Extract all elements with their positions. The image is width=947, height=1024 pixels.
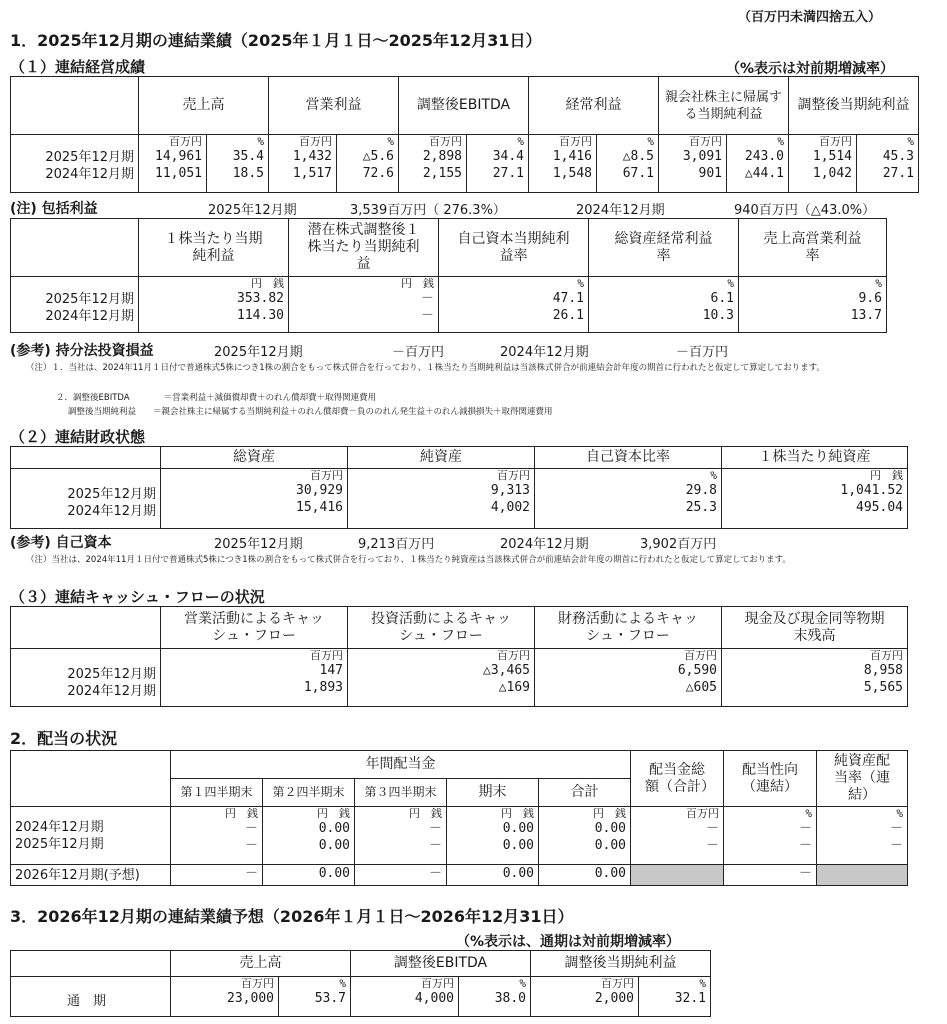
value: －	[890, 821, 904, 836]
equity-ref-2024-value: 3,902百万円	[640, 537, 717, 552]
header-net-assets: 純資産	[348, 447, 535, 469]
value: 1,042	[812, 166, 853, 181]
row-label-full-year: 通 期	[11, 977, 171, 1017]
unit-label: %	[339, 977, 346, 990]
cell-eps	[139, 277, 289, 333]
value: －	[428, 821, 442, 836]
value: 114.30	[237, 308, 284, 323]
header-bps: １株当たり純資産	[722, 447, 908, 469]
corner-cell	[11, 219, 139, 277]
sub2-title: （２）連結財政状態	[10, 428, 146, 446]
header-dividend-total: 配当金総額（合計）	[631, 751, 724, 807]
header-ordinary-income: 経常利益	[529, 77, 659, 135]
cell-forecast-sales-pct	[279, 977, 351, 1017]
header-net-income-parent: 親会社株主に帰属する当期純利益	[659, 77, 789, 135]
value: 14,961	[155, 149, 202, 164]
row-labels	[11, 277, 139, 333]
value: 1,548	[552, 166, 592, 181]
value: 27.1	[492, 166, 524, 181]
cell-payout	[724, 807, 817, 865]
cell-total	[539, 807, 631, 865]
unit-label: 百万円	[429, 135, 462, 148]
ci-label: (注) 包括利益	[10, 201, 98, 217]
value: 35.4	[232, 149, 264, 164]
equity-ref-2025-label: 2025年12月期	[214, 537, 303, 552]
unit-label: 百万円	[169, 135, 202, 148]
value: 147	[319, 663, 343, 678]
value: 0.00	[502, 838, 534, 853]
header-equity-ratio: 自己資本比率	[535, 447, 722, 469]
corner-cell	[11, 77, 139, 135]
cell-q1	[171, 807, 263, 865]
header-operating-cf: 営業活動によるキャッシュ・フロー	[161, 607, 348, 649]
value: 1,416	[552, 149, 592, 164]
value: －	[890, 838, 904, 853]
value: 11,051	[155, 166, 202, 181]
row-label: 2025年12月期	[67, 487, 156, 502]
equity-ref-2025-value: 9,213百万円	[358, 537, 435, 552]
value: 10.3	[702, 308, 734, 323]
header-op-margin: 売上高営業利益率	[739, 219, 887, 277]
value: 0.00	[318, 821, 350, 836]
value: 30,929	[296, 483, 343, 498]
corner-cell	[11, 751, 171, 807]
section-1-title: 1．2025年12月期の連結業績（2025年１月１日～2025年12月31日）	[10, 31, 542, 50]
value: 72.6	[362, 166, 394, 181]
value: 38.0	[494, 991, 526, 1006]
value: 243.0	[744, 149, 785, 164]
corner-cell	[11, 951, 171, 977]
equity-method-label: (参考) 持分法投資損益	[10, 343, 154, 359]
cell-year-end-forecast: 0.00	[447, 865, 539, 886]
cell-forecast-net-amt	[531, 977, 639, 1017]
value: △8.5	[622, 149, 654, 164]
value: 1,893	[303, 680, 343, 695]
unit-label: 百万円	[601, 977, 634, 990]
cell-net-parent-pct	[727, 135, 789, 193]
header-year-end: 期末	[447, 779, 539, 807]
forecast-table	[10, 950, 711, 1017]
header-roe: 自己資本当期純利益率	[439, 219, 589, 277]
unit-label: %	[805, 807, 813, 820]
cell-forecast-sales-amt	[171, 977, 279, 1017]
unit-label: 百万円	[241, 977, 274, 990]
cash-flow-table	[10, 606, 908, 707]
unit-label: %	[519, 977, 526, 990]
header-q3: 第３四半期末	[355, 779, 447, 807]
header-forecast-ebitda: 調整後EBITDA	[351, 951, 531, 977]
value: △605	[685, 680, 717, 695]
sub1-title: （１）連結経営成績	[10, 58, 146, 76]
value: 1,514	[812, 149, 853, 164]
header-forecast-sales: 売上高	[171, 951, 351, 977]
section-2-title: 2．配当の状況	[10, 729, 118, 748]
cell-payout-forecast: －	[724, 865, 817, 886]
per-share-table	[10, 218, 887, 333]
value: －	[420, 291, 434, 306]
header-operating-income: 営業利益	[269, 77, 399, 135]
header-total: 合計	[539, 779, 631, 807]
footnote-bps: （注）当社は、2024年11月１日付で普通株式5株につき1株の割合をもって株式併合を行っており、１株当たり純資産は当該株式併合が前連結会計年度の期首に行われたと仮定して算定しております。	[26, 555, 791, 565]
unit-label: 円 銭	[501, 807, 534, 820]
row-label: 2024年12月期	[67, 504, 156, 519]
footnote-1: （注）１．当社は、2024年11月１日付で普通株式5株につき1株の割合をもって株式併合を行っており、１株当たり当期純利益は当該株式併合が前連結会計年度の期首に行われたと仮定して算定しております。	[26, 363, 825, 373]
footnote-2b: 調整後当期純利益 ＝親会社株主に帰属する当期純利益＋のれん償却費－負ののれん発生益＋のれん減損損失＋取得関連費用	[68, 407, 553, 417]
corner-cell	[11, 607, 161, 649]
value: 2,898	[422, 149, 462, 164]
unit-label: 百万円	[497, 649, 530, 662]
unit-label: %	[257, 135, 264, 148]
value: －	[420, 308, 434, 323]
cell-bps	[722, 469, 908, 529]
cell-diluted-eps	[289, 277, 439, 333]
unit-label: %	[387, 135, 394, 148]
unit-label: %	[710, 469, 717, 482]
unit-label: 円 銭	[225, 807, 258, 820]
value: 2,000	[594, 991, 634, 1006]
unit-label: %	[907, 135, 915, 148]
header-diluted-eps: 潜在株式調整後１株当たり当期純利益	[289, 219, 439, 277]
cell-roa	[589, 277, 739, 333]
cell-q2	[263, 807, 355, 865]
header-roa: 総資産経常利益率	[589, 219, 739, 277]
value: 47.1	[552, 291, 584, 306]
value: 27.1	[882, 166, 915, 181]
header-total-assets: 総資産	[161, 447, 348, 469]
cell-forecast-net-pct	[639, 977, 711, 1017]
value: 0.00	[318, 838, 350, 853]
value: 32.1	[674, 991, 706, 1006]
cell-forecast-ebitda-amt	[351, 977, 459, 1017]
cell-op-pct	[337, 135, 399, 193]
pct-note: （%表示は対前期増減率）	[726, 61, 895, 77]
value: －	[244, 821, 258, 836]
header-sales: 売上高	[139, 77, 269, 135]
value: 1,041.52	[840, 483, 903, 498]
forecast-pct-note: （%表示は、通期は対前期増減率）	[456, 934, 681, 950]
value: △3,465	[483, 663, 530, 678]
unit-label: 百万円	[686, 807, 720, 820]
unit-label: 百万円	[310, 649, 343, 662]
value: －	[706, 838, 720, 853]
cell-doe	[817, 807, 908, 865]
cell-equity-ratio	[535, 469, 722, 529]
value: 0.00	[594, 821, 627, 836]
value: 26.1	[552, 308, 584, 323]
equity-ref-label: (参考) 自己資本	[10, 535, 112, 551]
row-labels	[11, 649, 161, 707]
header-payout-ratio: 配当性向（連結）	[724, 751, 817, 807]
header-adjusted-ebitda: 調整後EBITDA	[399, 77, 529, 135]
unit-label: 円 銭	[317, 807, 350, 820]
row-label: 2024年12月期	[67, 684, 156, 699]
equity-method-2025-value: －百万円	[392, 345, 445, 360]
unit-label: %	[777, 135, 785, 148]
cell-adj-net-pct	[857, 135, 919, 193]
value: 29.8	[685, 483, 717, 498]
unit-label: %	[577, 277, 584, 290]
header-doe: 純資産配当率（連結）	[817, 751, 908, 807]
unit-label: 百万円	[421, 977, 454, 990]
unit-label: 百万円	[559, 135, 592, 148]
value: 15,416	[296, 500, 343, 515]
equity-method-2024-label: 2024年12月期	[500, 345, 589, 360]
cell-adj-net-amt	[789, 135, 857, 193]
value: －	[428, 838, 442, 853]
unit-label: 円 銭	[401, 277, 434, 290]
value: 13.7	[850, 308, 882, 323]
unit-label: 百万円	[684, 649, 717, 662]
cell-q1-forecast: －	[171, 865, 263, 886]
dividends-table	[10, 750, 908, 886]
ci-2025-label: 2025年12月期	[208, 203, 297, 218]
footnote-2a: ２．調整後EBITDA ＝営業利益＋減価償却費＋のれん償却費＋取得関連費用	[56, 393, 377, 403]
unit-label: %	[896, 807, 904, 820]
row-label: 2025年12月期	[45, 292, 134, 307]
row-label: 2025年12月期	[67, 667, 156, 682]
value: △5.6	[362, 149, 394, 164]
cell-sales-pct	[207, 135, 269, 193]
value: 67.1	[622, 166, 654, 181]
header-annual-dividend: 年間配当金	[171, 751, 631, 779]
unit-label: 円 銭	[409, 807, 442, 820]
value: 23,000	[227, 991, 274, 1006]
cell-operating-cf	[161, 649, 348, 707]
equity-method-2024-value: －百万円	[676, 345, 729, 360]
value: 25.3	[685, 500, 717, 515]
operating-results-table	[10, 76, 919, 193]
cell-net-assets	[348, 469, 535, 529]
ci-2024-value: 940百万円（△43.0%）	[734, 203, 876, 218]
cell-net-parent-amt	[659, 135, 727, 193]
cell-dividend-total-forecast-shaded	[631, 865, 724, 886]
value: 3,091	[682, 149, 722, 164]
header-adjusted-net-income: 調整後当期純利益	[789, 77, 919, 135]
cell-cash-end	[722, 649, 908, 707]
header-forecast-net: 調整後当期純利益	[531, 951, 711, 977]
ci-2025-value: 3,539百万円（ 276.3%）	[350, 203, 506, 218]
row-labels	[11, 135, 139, 193]
header-q1: 第１四半期末	[171, 779, 263, 807]
unit-label: 百万円	[299, 135, 332, 148]
row-label-forecast: 2026年12月期(予想)	[11, 865, 171, 886]
header-q2: 第２四半期末	[263, 779, 355, 807]
unit-label: 百万円	[497, 469, 530, 482]
header-financing-cf: 財務活動によるキャッシュ・フロー	[535, 607, 722, 649]
cell-op-amt	[269, 135, 337, 193]
unit-label: 百万円	[310, 469, 343, 482]
corner-cell	[11, 447, 161, 469]
value: 5,565	[863, 680, 903, 695]
unit-label: %	[699, 977, 706, 990]
header-investing-cf: 投資活動によるキャッシュ・フロー	[348, 607, 535, 649]
value: 4,000	[414, 991, 454, 1006]
value: －	[799, 838, 813, 853]
equity-ref-2024-label: 2024年12月期	[500, 537, 589, 552]
cell-doe-forecast-shaded	[817, 865, 908, 886]
cell-ebitda-pct	[467, 135, 529, 193]
row-label: 2024年12月期	[15, 820, 104, 835]
unit-label: 円 銭	[593, 807, 627, 820]
cell-q3-forecast: －	[355, 865, 447, 886]
cell-investing-cf	[348, 649, 535, 707]
unit-label: 百万円	[819, 135, 853, 148]
value: 34.4	[492, 149, 524, 164]
row-label: 2024年12月期	[45, 167, 134, 182]
cell-year-end	[447, 807, 539, 865]
value: 901	[698, 166, 722, 181]
unit-label: 円 銭	[251, 277, 284, 290]
value: 45.3	[882, 149, 915, 164]
unit-label: %	[517, 135, 524, 148]
row-labels	[11, 807, 171, 865]
value: 0.00	[594, 838, 627, 853]
cell-total-assets	[161, 469, 348, 529]
cell-ebitda-amt	[399, 135, 467, 193]
cell-forecast-ebitda-pct	[459, 977, 531, 1017]
value: 1,517	[292, 166, 332, 181]
cell-sales-amt	[139, 135, 207, 193]
row-label: 2025年12月期	[15, 837, 104, 852]
value: 18.5	[232, 166, 264, 181]
cell-q3	[355, 807, 447, 865]
header-eps: １株当たり当期純利益	[139, 219, 289, 277]
value: △44.1	[744, 166, 785, 181]
cell-total-forecast: 0.00	[539, 865, 631, 886]
value: 9,313	[490, 483, 530, 498]
cell-dividend-total	[631, 807, 724, 865]
unit-label: %	[727, 277, 734, 290]
cell-financing-cf	[535, 649, 722, 707]
value: 8,958	[863, 663, 903, 678]
value: －	[244, 838, 258, 853]
value: 4,002	[490, 500, 530, 515]
value: 53.7	[314, 991, 346, 1006]
cell-op-margin	[739, 277, 887, 333]
row-label: 2024年12月期	[45, 309, 134, 324]
cell-ordinary-amt	[529, 135, 597, 193]
ci-2024-label: 2024年12月期	[576, 203, 665, 218]
value: 2,155	[422, 166, 462, 181]
unit-note: （百万円未満四捨五入）	[738, 10, 882, 25]
value: 9.6	[858, 291, 882, 306]
value: 6.1	[710, 291, 734, 306]
value: －	[706, 821, 720, 836]
unit-label: %	[875, 277, 882, 290]
unit-label: 百万円	[689, 135, 722, 148]
sub3-title: （３）連結キャッシュ・フローの状況	[10, 588, 265, 606]
unit-label: 円 銭	[870, 469, 903, 482]
cell-q2-forecast: 0.00	[263, 865, 355, 886]
unit-label: %	[647, 135, 654, 148]
value: 0.00	[502, 821, 534, 836]
financial-position-table	[10, 446, 908, 529]
row-labels	[11, 469, 161, 529]
value: 1,432	[292, 149, 332, 164]
value: 495.04	[856, 500, 903, 515]
section-3-title: 3．2026年12月期の連結業績予想（2026年１月１日～2026年12月31日）	[10, 907, 574, 926]
value: △169	[498, 680, 530, 695]
row-label: 2025年12月期	[45, 150, 134, 165]
unit-label: 百万円	[870, 649, 903, 662]
value: －	[799, 821, 813, 836]
value: 353.82	[237, 291, 284, 306]
cell-ordinary-pct	[597, 135, 659, 193]
cell-roe	[439, 277, 589, 333]
header-cash-end: 現金及び現金同等物期末残高	[722, 607, 908, 649]
equity-method-2025-label: 2025年12月期	[214, 345, 303, 360]
value: 6,590	[677, 663, 717, 678]
